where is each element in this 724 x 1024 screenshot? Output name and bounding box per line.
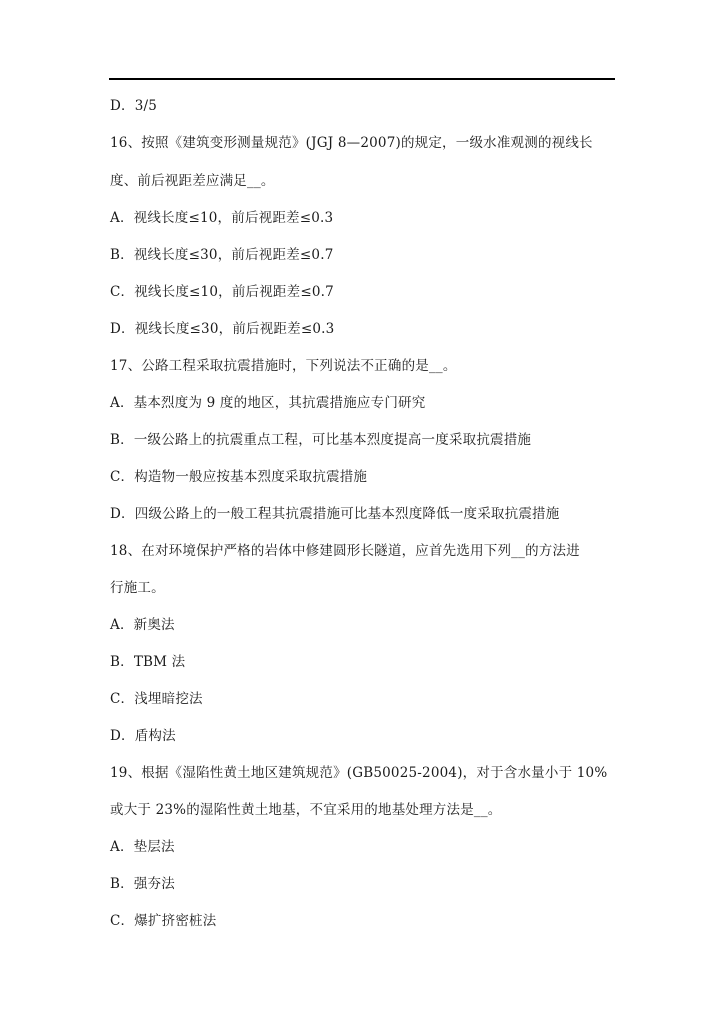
option-line-18-b: B．TBM 法	[110, 654, 186, 670]
option-line-19-b: B．强夯法	[110, 876, 175, 892]
option-line-19-c: C．爆扩挤密桩法	[110, 913, 217, 929]
header-rule	[109, 78, 615, 80]
option-line-18-a: A．新奥法	[110, 617, 175, 633]
question-17-line-1: 17、公路工程采取抗震措施时，下列说法不正确的是__。	[110, 358, 457, 374]
question-18-line-2: 行施工。	[110, 580, 165, 596]
option-line-17-d: D．四级公路上的一般工程其抗震措施可比基本烈度降低一度采取抗震措施	[110, 506, 560, 522]
option-line-18-d: D．盾构法	[110, 728, 176, 744]
option-line-16-d: D．视线长度≤30，前后视距差≤0.3	[110, 321, 335, 337]
question-19-line-2: 或大于 23%的湿陷性黄土地基，不宜采用的地基处理方法是__。	[110, 802, 502, 818]
option-line-17-b: B．一级公路上的抗震重点工程，可比基本烈度提高一度采取抗震措施	[110, 432, 532, 448]
option-line-15-d: D．3/5	[110, 98, 158, 114]
option-line-17-a: A．基本烈度为 9 度的地区，其抗震措施应专门研究	[110, 395, 426, 411]
option-line-16-b: B．视线长度≤30，前后视距差≤0.7	[110, 247, 334, 263]
question-16-line-2: 度、前后视距差应满足__。	[110, 173, 275, 189]
question-18-line-1: 18、在对环境保护严格的岩体中修建圆形长隧道，应首先选用下列__的方法进	[110, 543, 580, 559]
option-line-18-c: C．浅埋暗挖法	[110, 691, 203, 707]
question-16-line-1: 16、按照《建筑变形测量规范》(JGJ 8—2007)的规定，一级水准观测的视线长	[110, 135, 593, 151]
option-line-19-a: A．垫层法	[110, 839, 175, 855]
option-line-16-a: A．视线长度≤10，前后视距差≤0.3	[110, 210, 334, 226]
question-19-line-1: 19、根据《湿陷性黄土地区建筑规范》(GB50025-2004)，对于含水量小于 10%	[110, 765, 608, 781]
option-line-17-c: C．构造物一般应按基本烈度采取抗震措施	[110, 469, 368, 485]
option-line-16-c: C．视线长度≤10，前后视距差≤0.7	[110, 284, 334, 300]
